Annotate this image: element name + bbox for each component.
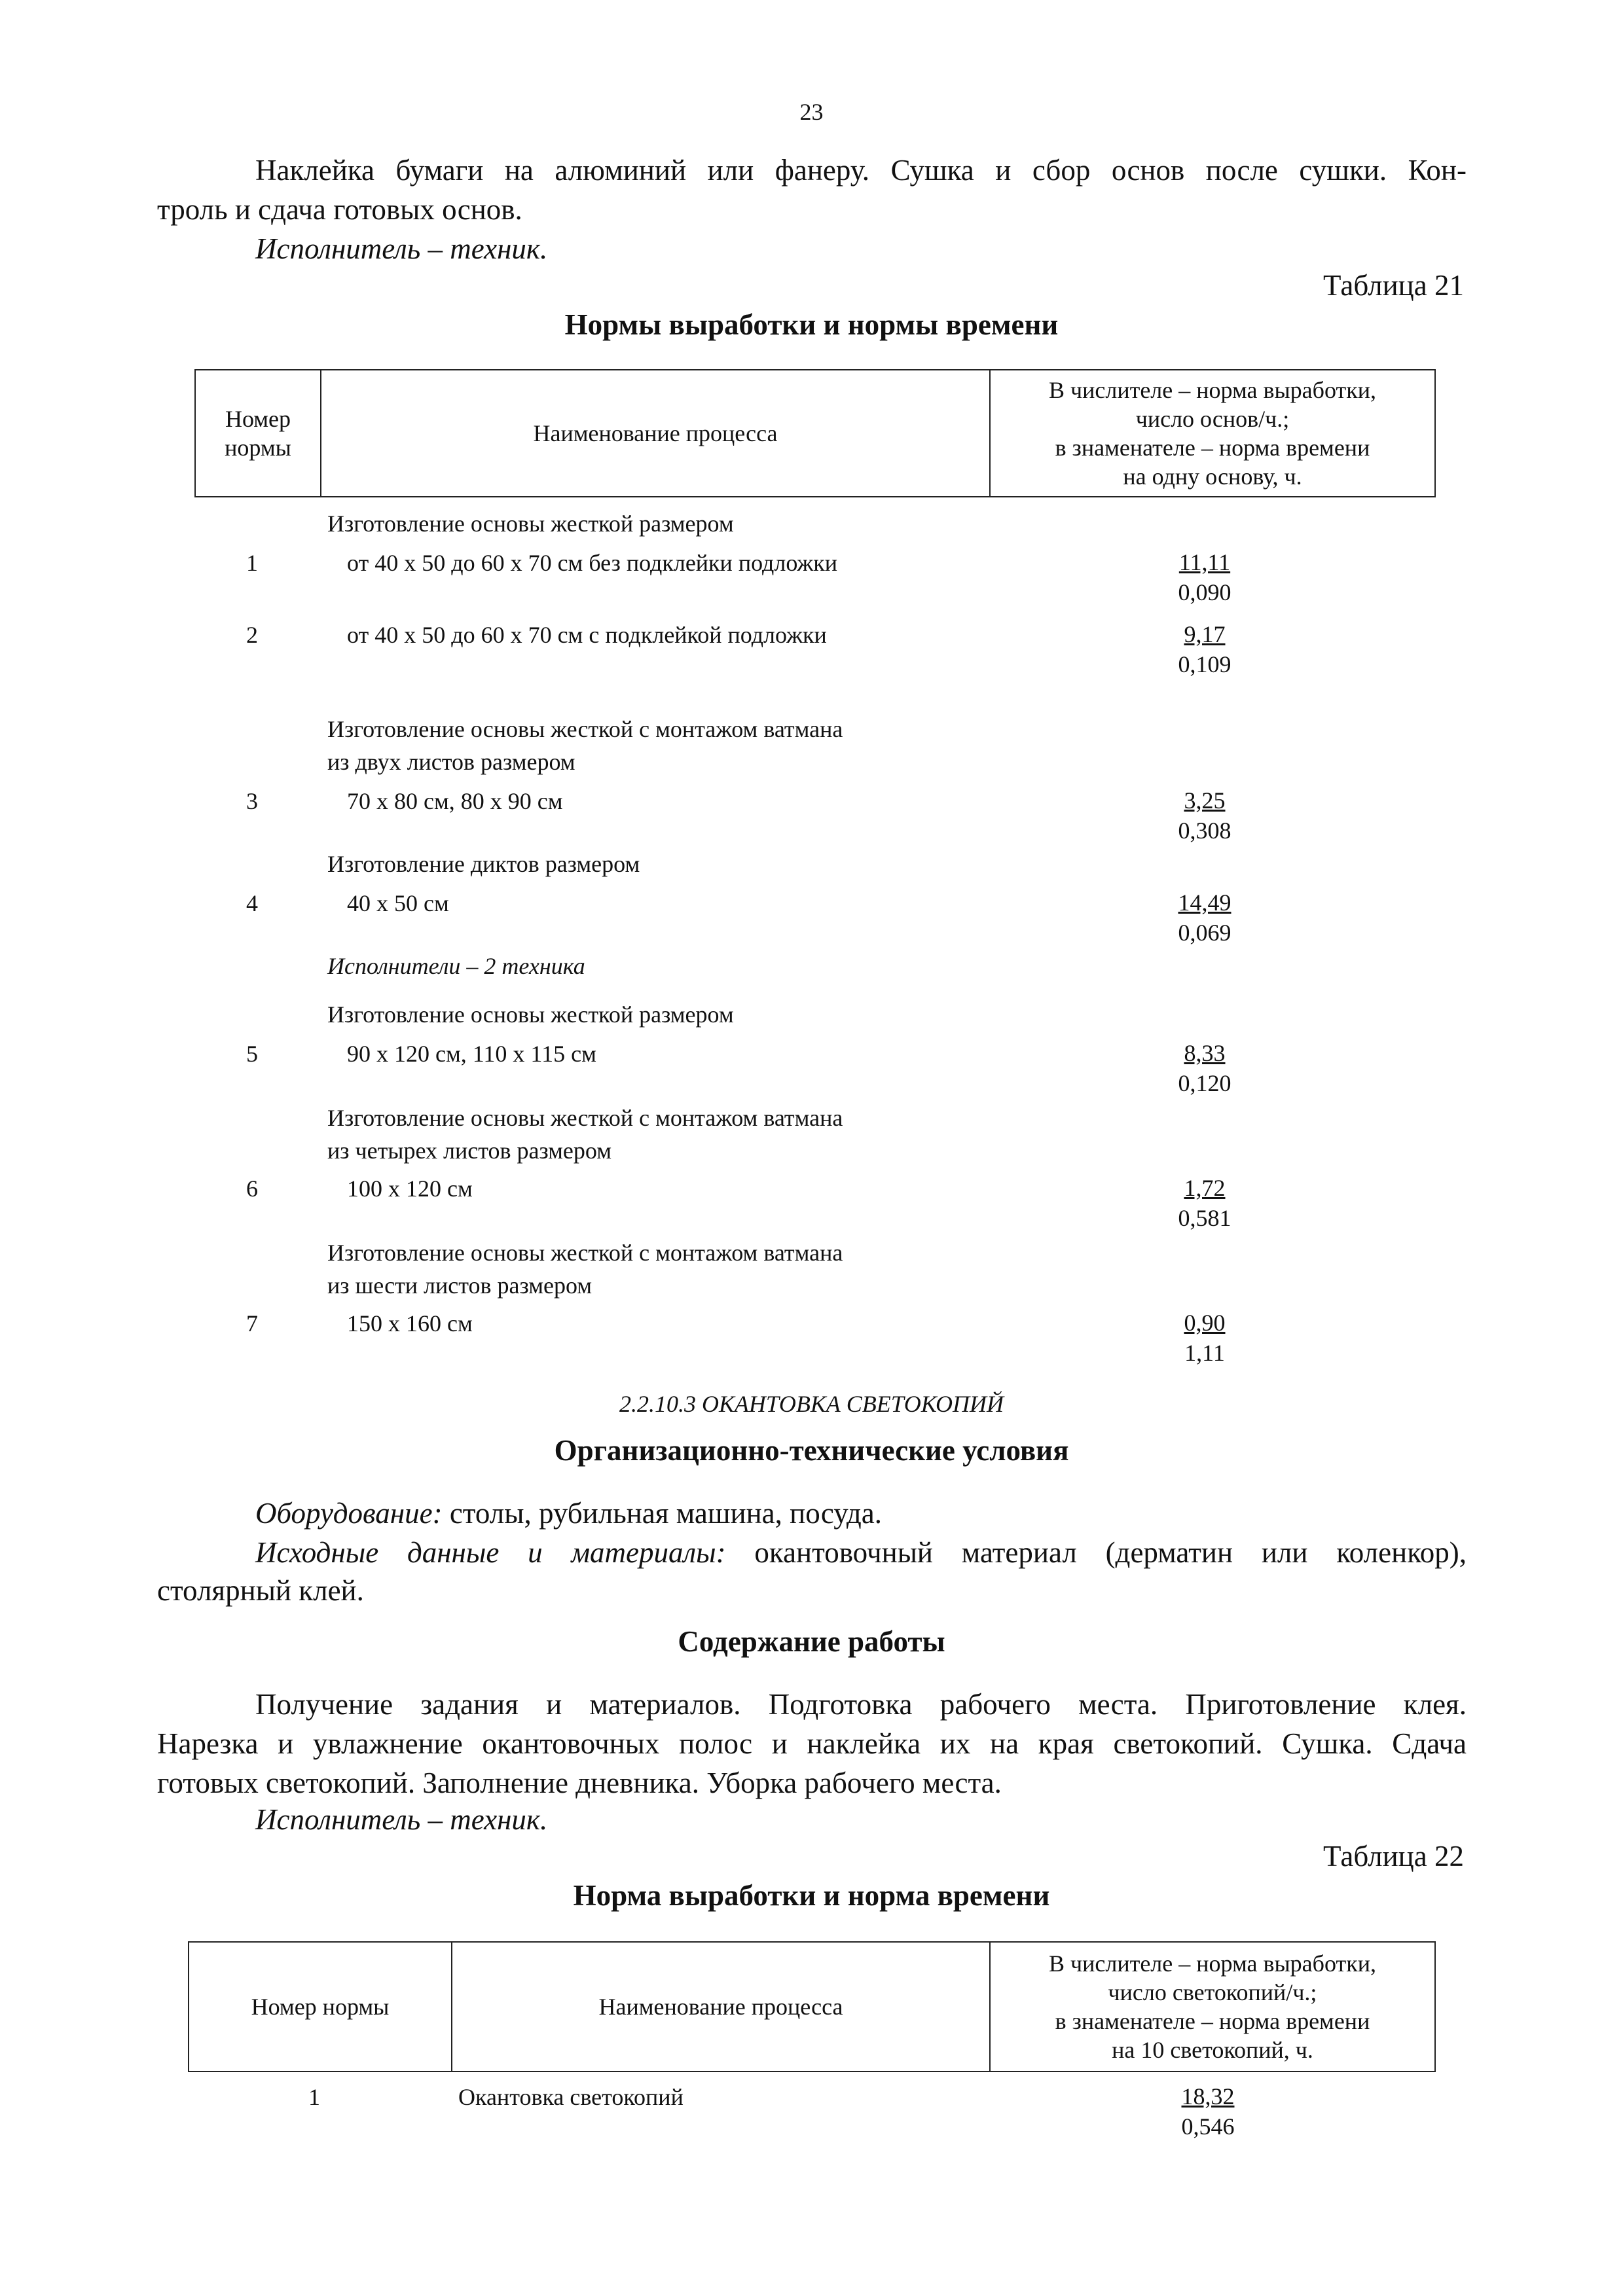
- intro-performer: Исполнитель – техник.: [255, 232, 548, 265]
- table21-row-name: 100 х 120 см: [347, 1175, 473, 1202]
- table21-group-heading: Изготовление основы жесткой размером: [327, 511, 734, 537]
- table21-group-heading: Изготовление основы жесткой с монтажом ватмана: [327, 716, 843, 742]
- work-content-title: Содержание работы: [678, 1625, 945, 1658]
- table21-row-number: 7: [246, 1310, 258, 1336]
- table22-row-value: $\frac{18,32}{0,546}$: [1181, 2083, 1235, 2140]
- work-content-line-3: готовых светокопий. Заполнение дневника. Уборка рабочего места.: [157, 1767, 1002, 1799]
- table22-row-number: 1: [308, 2084, 320, 2110]
- table22-header-col2: Наименование процесса: [452, 1942, 990, 2072]
- table21-row-number: 4: [246, 890, 258, 916]
- table21-label: Таблица 21: [1323, 269, 1464, 302]
- table22-row-name: Окантовка светокопий: [458, 2084, 684, 2110]
- table22-header: [188, 1941, 1436, 2072]
- table21-row-value: $\frac{14,49}{0,069}$: [1178, 889, 1231, 946]
- table21-header: [194, 369, 1436, 497]
- table21-row-name: 40 х 50 см: [347, 890, 449, 916]
- work-content-line-2: Нарезка и увлажнение окантовочных полос и наклейка их на края светокопий. Сушка. Сдача: [157, 1727, 1467, 1760]
- table22-title: Норма выработки и норма времени: [573, 1879, 1050, 1912]
- table21-group-heading: из двух листов размером: [327, 749, 575, 775]
- table21-row-number: 5: [246, 1041, 258, 1067]
- table21-row-name: 150 х 160 см: [347, 1310, 473, 1336]
- work-content-line-1: Получение задания и материалов. Подготовка рабочего места. Приготовление клея.: [255, 1688, 1467, 1721]
- table21-row-value: $\frac{11,11}{0,090}$: [1178, 549, 1231, 605]
- input-materials-line: Исходные данные и материалы: окантовочный материал (дерматин или коленкор),: [255, 1536, 1467, 1569]
- table21-row-number: 2: [246, 622, 258, 648]
- input-materials-line-2: столярный клей.: [157, 1574, 364, 1607]
- table21-group-heading: из четырех листов размером: [327, 1138, 612, 1164]
- table21-performers: Исполнители – 2 техника: [327, 953, 585, 979]
- table21-row-value: $\frac{9,17}{0,109}$: [1178, 621, 1231, 677]
- section-performer: Исполнитель – техник.: [255, 1803, 548, 1836]
- table21-row-name: 70 х 80 см, 80 х 90 см: [347, 788, 563, 814]
- org-conditions-title: Организационно-технические условия: [554, 1434, 1069, 1467]
- intro-line-1: Наклейка бумаги на алюминий или фанеру. Сушка и сбор основ после сушки. Кон-: [255, 154, 1467, 187]
- table21-title: Нормы выработки и нормы времени: [564, 308, 1059, 341]
- table21-row-value: $\frac{3,25}{0,308}$: [1178, 787, 1231, 844]
- table21-row-name: от 40 х 50 до 60 х 70 см без подклейки подложки: [347, 550, 838, 576]
- page-number: 23: [799, 99, 824, 125]
- table21-group-heading: из шести листов размером: [327, 1272, 593, 1299]
- intro-line-2: троль и сдача готовых основ.: [157, 193, 522, 226]
- table21-row-value: $\frac{1,72}{0,581}$: [1178, 1175, 1231, 1231]
- equipment-line: Оборудование: столы, рубильная машина, посуда.: [255, 1497, 883, 1530]
- table21-row-name: от 40 х 50 до 60 х 70 см с подклейкой подложки: [347, 622, 827, 648]
- table21-group-heading: Изготовление основы жесткой с монтажом ватмана: [327, 1105, 843, 1131]
- table22-label: Таблица 22: [1323, 1840, 1464, 1873]
- table22-header-col1: Номер нормы: [189, 1942, 452, 2072]
- table21-header-col2: Наименование процесса: [321, 370, 990, 497]
- table21-row-name: 90 х 120 см, 110 х 115 см: [347, 1041, 596, 1067]
- table21-group-heading: Изготовление основы жесткой с монтажом ватмана: [327, 1240, 843, 1266]
- table22-header-col3: В числителе – норма выработки, число светокопий/ч.; в знаменателе – норма времени на 10 светокопий, ч.: [990, 1942, 1435, 2072]
- table21-row-number: 3: [246, 788, 258, 814]
- table21-header-col3: В числителе – норма выработки, число основ/ч.; в знаменателе – норма времени на одну основу, ч.: [990, 370, 1435, 497]
- table21-row-value: $\frac{8,33}{0,120}$: [1178, 1040, 1231, 1096]
- table21-group-heading: Изготовление основы жесткой размером: [327, 1001, 734, 1028]
- table21-group-heading: Изготовление диктов размером: [327, 851, 640, 877]
- table21-header-col1: Номер нормы: [195, 370, 321, 497]
- table21-row-number: 6: [246, 1175, 258, 1202]
- table21-row-value: $\frac{0,90}{1,11}$: [1184, 1310, 1226, 1366]
- section-heading: 2.2.10.3 ОКАНТОВКА СВЕТОКОПИЙ: [619, 1391, 1004, 1417]
- table21-row-number: 1: [246, 550, 258, 576]
